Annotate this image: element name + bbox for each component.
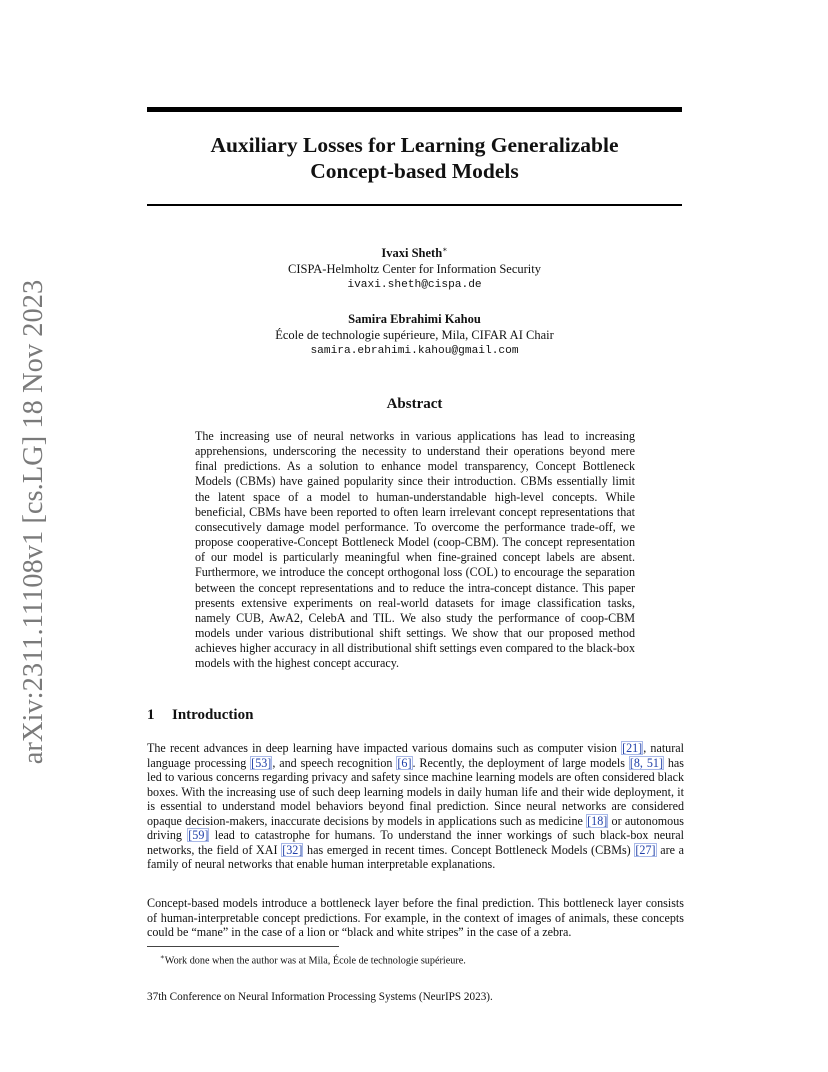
citation-link[interactable]: [32]	[282, 842, 303, 857]
intro-paragraph-1: The recent advances in deep learning have impacted various domains such as computer vision [21], natural language processing [53], and speech recognition [6]. Recently, the deployment of large models [8, 51] has led to various concerns regarding privacy and safety since machine learning models are often considered black boxes. With the increasing use of such deep learning models in daily human life and their wide deployment, it is essential to understand model behaviors beyond final prediction. Since neural networks are considered opaque decision-makers, inaccurate decisions by models in applications such as medicine [18] or autonomous driving [59] lead to catastrophe for humans. To understand the inner workings of such black-box neural networks, the field of XAI [32] has emerged in recent times. Concept Bottleneck Models (CBMs) [27] are a family of neural networks that enable human interpretable explanations.	[147, 741, 685, 871]
section-title: Introduction	[172, 707, 254, 723]
author-name: Ivaxi Sheth∗	[381, 245, 448, 261]
citation-link[interactable]: [8, 51]	[629, 755, 663, 770]
citation-link[interactable]: [6]	[397, 755, 412, 770]
citation-link[interactable]: [59]	[188, 828, 209, 842]
footnote	[160, 951, 466, 967]
section-number: 1	[147, 707, 155, 723]
author-affiliation: École de technologie supérieure, Mila, CIFAR AI Chair	[275, 328, 554, 342]
arxiv-stamp	[14, 279, 54, 765]
footnote-text: Work done when the author was at Mila, École de technologie supérieure.	[164, 955, 466, 967]
title-line-2: Concept-based Models	[310, 159, 519, 183]
footnote-mark: ∗	[160, 953, 165, 961]
abstract-heading: Abstract	[386, 396, 443, 412]
title-rule-bottom	[147, 204, 682, 206]
section-heading-introduction	[147, 707, 253, 724]
title-line-1: Auxiliary Losses for Learning Generalizable	[210, 133, 619, 157]
intro-paragraph-2: Concept-based models introduce a bottleneck layer before the final prediction. This bottleneck layer consists of human-interpretable concept predictions. For example, in the context of images of animals, these concepts could be “mane” in the case of a lion or “black and white stripes” in the case of a zebra.	[147, 896, 684, 939]
arxiv-stamp-text: arXiv:2311.11108v1 [cs.LG] 18 Nov 2023	[18, 279, 49, 765]
author-email[interactable]: samira.ebrahimi.kahou@gmail.com	[310, 345, 519, 357]
author-footnote-mark: ∗	[442, 245, 448, 254]
citation-link[interactable]: [27]	[635, 842, 656, 857]
author-affiliation: CISPA-Helmholtz Center for Information Security	[288, 262, 541, 277]
citation-link[interactable]: [21]	[622, 741, 643, 755]
author-block-2	[147, 311, 682, 359]
footnote-rule	[147, 946, 339, 947]
citation-link[interactable]: [18]	[587, 813, 608, 828]
author-block-1	[147, 242, 682, 293]
title-rule-top	[147, 107, 682, 112]
citation-link[interactable]: [53]	[251, 755, 272, 770]
author-name: Samira Ebrahimi Kahou	[348, 312, 481, 326]
conference-note: 37th Conference on Neural Information Processing Systems (NeurIPS 2023).	[147, 991, 493, 1003]
abstract-text: The increasing use of neural networks in various applications has lead to increasing apprehensions, underscoring the necessity to understand their operations beyond mere final predictions. As a solution to enhance model transparency, Concept Bottleneck Models (CBMs) have gained popularity since their introduction. CBMs essentially limit the latent space of a model to human-understandable high-level concepts. While beneficial, CBMs have been reported to often learn irrelevant concept representations that consecutively damage model performance. To overcome the performance trade-off, we propose cooperative-Concept Bottleneck Model (coop-CBM). The concept representation of our model is particularly meaningful when fine-grained concept labels are absent. Furthermore, we introduce the concept orthogonal loss (COL) to encourage the separation between the concept representations and to reduce the intra-concept distance. This paper presents extensive experiments on real-world datasets for image classification tasks, namely CUB, AwA2, CelebA and TIL. We also study the performance of coop-CBM models under various distributional shift settings. We show that our proposed method achieves higher accuracy in all distributional shift settings even compared to the black-box models with the highest concept accuracy.	[195, 429, 635, 671]
author-email[interactable]: ivaxi.sheth@cispa.de	[347, 279, 482, 292]
paper-title	[147, 132, 682, 184]
